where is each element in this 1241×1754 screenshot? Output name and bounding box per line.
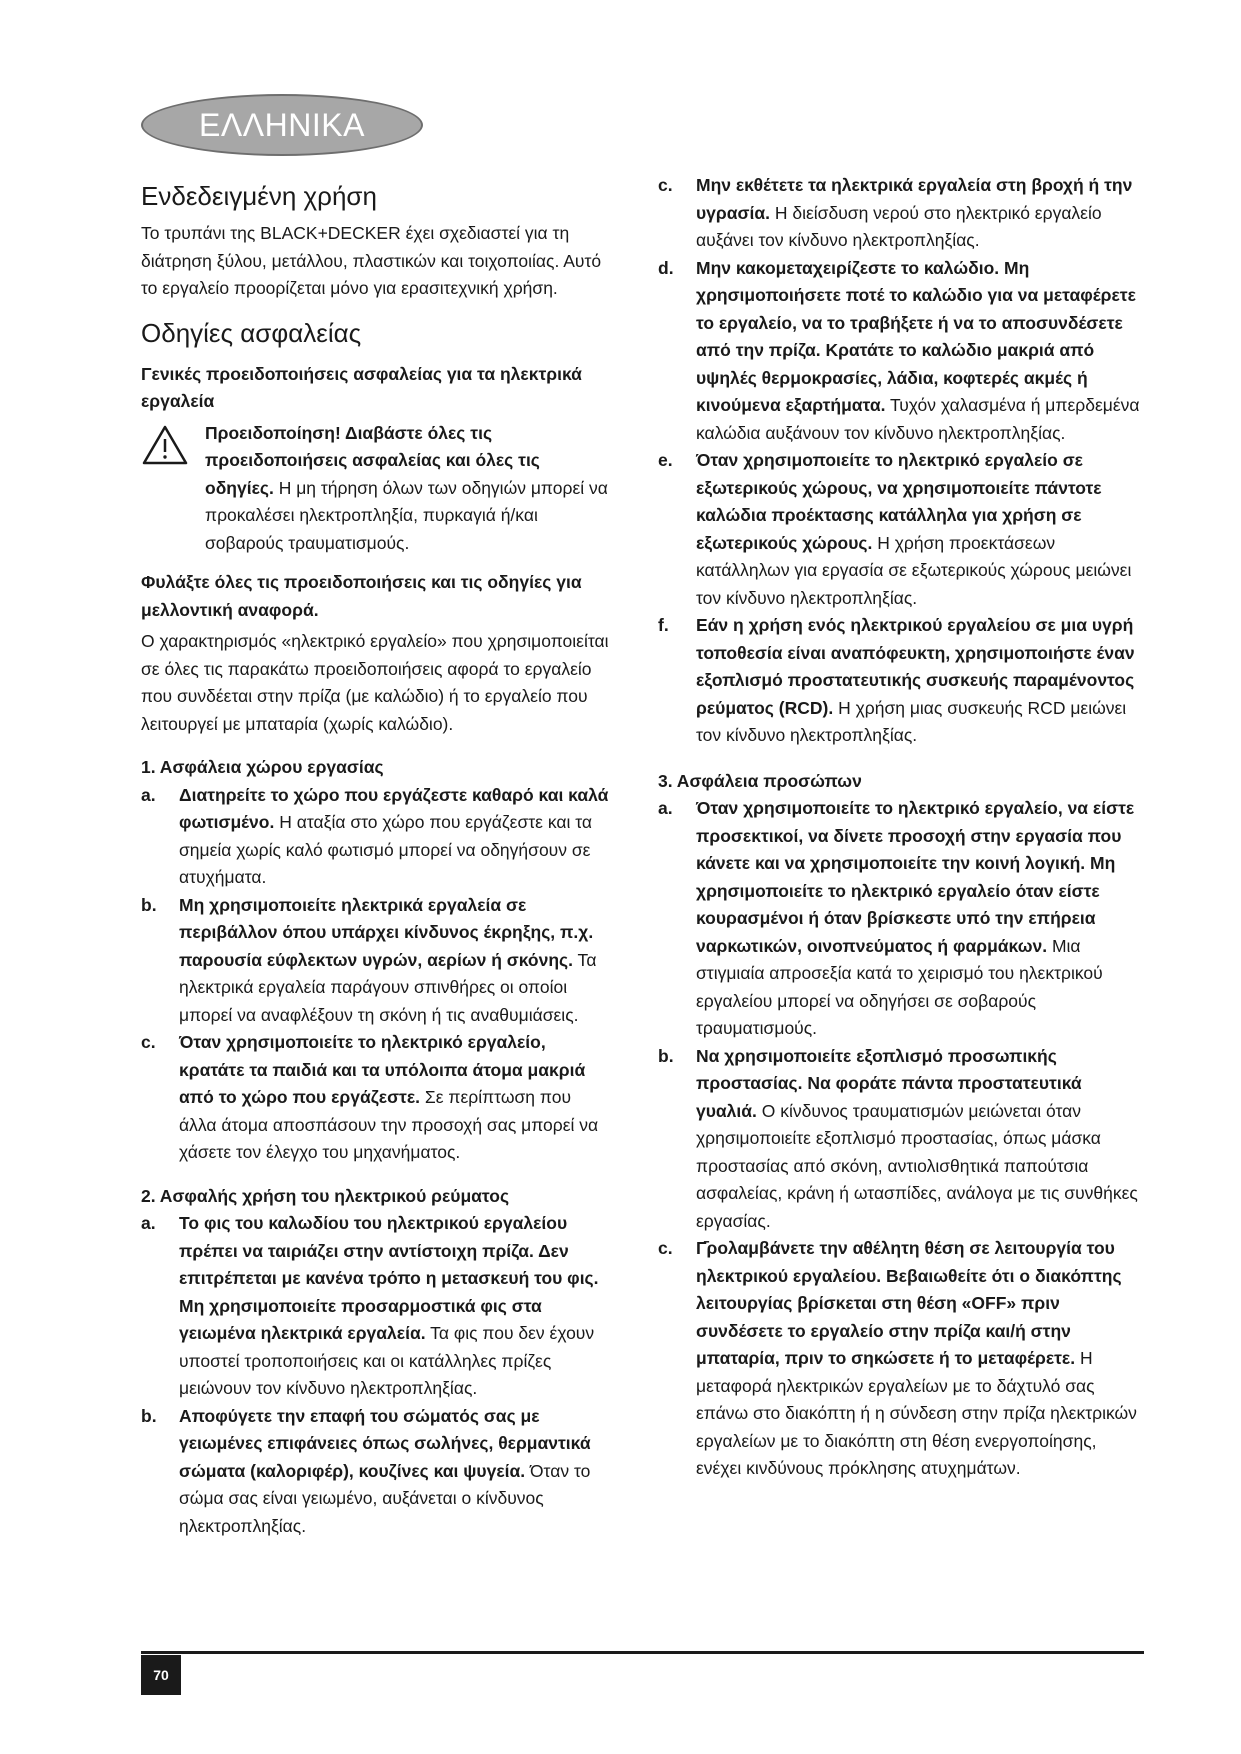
warning-bold-text: Προειδοποίηση! Διαβάστε όλες τις προειδοποιήσεις ασφαλείας και όλες τις οδηγίες.: [205, 422, 540, 498]
list-item: [141, 1029, 611, 1167]
item-label: a.: [141, 1213, 156, 1233]
warning-block: [141, 420, 611, 558]
item-bold: Όταν χρησιμοποιείτε το ηλεκτρικό εργαλείο, κρατάτε τα παιδιά και τα υπόλοιπα άτομα μακριά από το χώρο που εργάζεστε.: [179, 1032, 586, 1107]
item-label: a.: [658, 798, 673, 818]
item-bold: Όταν χρησιμοποιείτε το ηλεκτρικό εργαλείο σε εξωτερικούς χώρους, να χρησιμοποιείτε πάντοτε καλώδια προέκτασης κατάλληλα για χρήση σε εξωτερικούς χώρους.: [696, 450, 1102, 553]
item-bold: Μην εκθέτετε τα ηλεκτρικά εργαλεία στη βροχή ή την υγρασία.: [696, 175, 1133, 223]
page-number: 70: [141, 1655, 181, 1695]
item-text: Σε περίπτωση που άλλα άτομα αποσπάσουν την προσοχή σας μπορεί να χάσετε τον έλεγχο του μηχανήματος.: [179, 1087, 599, 1162]
item-text: Η χρήση μιας συσκευής RCD μειώνει τον κίνδυνο ηλεκτροπληξίας.: [696, 697, 1127, 745]
item-bold: Αποφύγετε την επαφή του σώματός σας με γειωμένες επιφάνειες όπως σωλήνες, θερμαντικά σώματα (καλοριφέρ), κουζίνες και ψυγεία.: [179, 1405, 591, 1481]
item-text: Τυχόν χαλασμένα ή μπερδεμένα καλώδια αυξάνουν τον κίνδυνο ηλεκτροπληξίας.: [696, 395, 1140, 443]
list-item: [658, 612, 1142, 750]
item-label: b.: [658, 1045, 674, 1066]
list-item: [141, 782, 611, 892]
item-bold: Όταν χρησιμοποιείτε το ηλεκτρικό εργαλείο, να είστε προσεκτικοί, να δίνετε προσοχή στην εργασία που κάνετε και να χρησιμοποιείτε την κοινή λογική. Μη χρησιμοποιείτε το ηλεκτρικό εργαλείο όταν είστε κουρασμένοι ή όταν βρίσκεστε υπό την επήρεια ναρκωτικών, οινοπνεύματος ή φαρμάκων.: [696, 798, 1135, 956]
item-bold: Διατηρείτε το χώρο που εργάζεστε καθαρό και καλά φωτισμένο.: [179, 784, 609, 832]
item-text: Η χρήση προεκτάσεων κατάλληλων για εργασία σε εξωτερικούς χώρους μειώνει τον κίνδυνο ηλεκτροπληξίας.: [696, 532, 1132, 608]
item-bold: Γ̄ρολαμβάνετε την αθέλητη θέση σε λειτουργία του ηλεκτρικού εργαλείου. Βεβαιωθείτε ότι ο διακόπτης λειτουργίας βρίσκεται στη θέση «OFF» πριν συνδέσετε το εργαλείο στην πρίζα και/ή στην μπαταρία, πριν το σηκώσετε ή το μεταφέρετε.: [696, 1238, 1122, 1368]
item-label: a.: [141, 784, 156, 805]
item-text: Τα ηλεκτρικά εργαλεία παράγουν σπινθήρες οι οποίοι μπορεί να αναφλέξουν τη σκόνη ή τις αναθυμιάσεις.: [179, 949, 597, 1025]
list-item: [141, 1403, 611, 1541]
intended-use-title: Ενδεδειγμένη χρήση: [141, 181, 377, 211]
item-label: d.: [658, 257, 674, 278]
item-bold: Να χρησιμοποιείτε εξοπλισμό προσωπικής προστασίας. Να φοράτε πάντα προστατευτικά γυαλιά.: [696, 1045, 1082, 1121]
item-label: e.: [658, 450, 673, 470]
list-item: [141, 892, 611, 1030]
safety-title: Οδηγίες ασφαλείας: [141, 317, 362, 348]
item-text: Ο κίνδυνος τραυματισμών μειώνεται όταν χρησιμοποιείτε εξοπλισμό προστασίας, όπως μάσκα προστασίας από σκόνη, αντιολισθητικά παπούτσια ασφαλείας, κράνη ή ωτασπίδες, ανάλογα με τις συνθήκες εργασίας.: [696, 1100, 1138, 1231]
section-1-heading: 1. Ασφάλεια χώρου εργασίας: [141, 757, 384, 777]
right-column: [658, 172, 1142, 1483]
general-warnings-heading: Γενικές προειδοποιήσεις ασφαλείας για τα ηλεκτρικά εργαλεία: [141, 363, 582, 411]
footer-divider: [141, 1651, 1144, 1654]
list-item: [658, 447, 1142, 612]
item-label: f.: [658, 615, 669, 635]
item-label: c.: [658, 1238, 673, 1258]
list-item: [658, 1235, 1142, 1483]
item-text: Όταν το σώμα σας είναι γειωμένο, αυξάνεται ο κίνδυνος ηλεκτροπληξίας.: [179, 1460, 591, 1536]
list-item: [658, 1043, 1142, 1236]
section-2-heading: 2. Ασφαλής χρήση του ηλεκτρικού ρεύματος: [141, 1185, 510, 1206]
item-text: Η αταξία στο χώρο που εργάζεστε και τα σημεία χωρίς καλό φωτισμό μπορεί να οδηγήσουν σε ατυχήματα.: [179, 812, 593, 887]
list-item: [141, 1210, 611, 1403]
item-label: b.: [141, 894, 157, 915]
definition-text: Ο χαρακτηρισμός «ηλεκτρικό εργαλείο» που χρησιμοποιείται σε όλες τις παρακάτω προειδοποιήσεις αφορά το εργαλείο που συνδέεται στην πρίζα (με καλώδιο) ή το εργαλείο που λειτουργεί με μπαταρία (χωρίς καλώδιο).: [141, 631, 609, 734]
left-column: [141, 172, 611, 1540]
warning-triangle-icon: [141, 424, 189, 466]
section-3-heading: 3. Ασφάλεια προσώπων: [658, 770, 862, 791]
item-text: Μια στιγμιαία απροσεξία κατά το χειρισμό του ηλεκτρικού εργαλείου μπορεί να οδηγήσει σε σοβαρούς τραυματισμούς.: [696, 935, 1103, 1038]
list-item: [658, 172, 1142, 255]
item-bold: Εάν η χρήση ενός ηλεκτρικού εργαλείου σε μια υγρή τοποθεσία είναι αναπόφευκτη, χρησιμοποιήστε έναν εξοπλισμό προστατευτικής συσκευής παραμένοντος ρεύματος (RCD).: [696, 615, 1135, 718]
keep-instructions-heading: Φυλάξτε όλες τις προειδοποιήσεις και τις οδηγίες για μελλοντική αναφορά.: [141, 572, 582, 620]
item-bold: Μη χρησιμοποιείτε ηλεκτρικά εργαλεία σε περιβάλλον όπου υπάρχει κίνδυνος έκρηξης, π.χ. παρουσία εύφλεκτων υγρών, αερίων ή σκόνης.: [179, 894, 594, 970]
list-item: [658, 255, 1142, 448]
item-label: c.: [141, 1032, 156, 1052]
warning-text: Η μη τήρηση όλων των οδηγιών μπορεί να προκαλέσει ηλεκτροπληξία, πυρκαγιά ή/και σοβαρούς τραυματισμούς.: [205, 477, 608, 553]
item-text: Η διείσδυση νερού στο ηλεκτρικό εργαλείο αυξάνει τον κίνδυνο ηλεκτροπληξίας.: [696, 202, 1102, 250]
item-label: c.: [658, 175, 673, 195]
item-text: Η μεταφορά ηλεκτρικών εργαλείων με το δάχτυλό σας επάνω στο διακόπτη ή η σύνδεση στην πρίζα ηλεκτρικών εργαλείων με το διακόπτη στη θέση ενεργοποίησης, ενέχει κινδύνους πρόκλησης ατυχημάτων.: [696, 1348, 1137, 1478]
language-badge: ΕΛΛΗΝΙΚΑ: [141, 94, 423, 156]
item-bold: Το φις του καλωδίου του ηλεκτρικού εργαλείου πρέπει να ταιριάζει στην αντίστοιχη πρίζα. Δεν επιτρέπεται με κανένα τρόπο η μετασκευή του φις. Μη χρησιμοποιείτε προσαρμοστικά φις στα γειωμένα ηλεκτρικά εργαλεία.: [179, 1213, 599, 1343]
list-item: [658, 795, 1142, 1043]
intended-use-text: Το τρυπάνι της BLACK+DECKER έχει σχεδιαστεί για τη διάτρηση ξύλου, μετάλλου, πλαστικών και τοιχοποιίας. Αυτό το εργαλείο προορίζεται μόνο για ερασιτεχνική χρήση.: [141, 223, 602, 298]
item-label: b.: [141, 1405, 157, 1426]
item-text: Τα φις που δεν έχουν υποστεί τροποποιήσεις και οι κατάλληλες πρίζες μειώνουν τον κίνδυνο ηλεκτροπληξίας.: [179, 1323, 595, 1398]
item-bold: Μην κακομεταχειρίζεστε το καλώδιο. Μη χρησιμοποιήσετε ποτέ το καλώδιο για να μεταφέρετε το εργαλείο, να το τραβήξετε ή να το αποσυνδέσετε από την πρίζα. Κρατάτε το καλώδιο μακριά από υψηλές θερμοκρασίες, λάδια, κοφτερές ακμές ή κινούμενα εξαρτήματα.: [696, 257, 1136, 415]
